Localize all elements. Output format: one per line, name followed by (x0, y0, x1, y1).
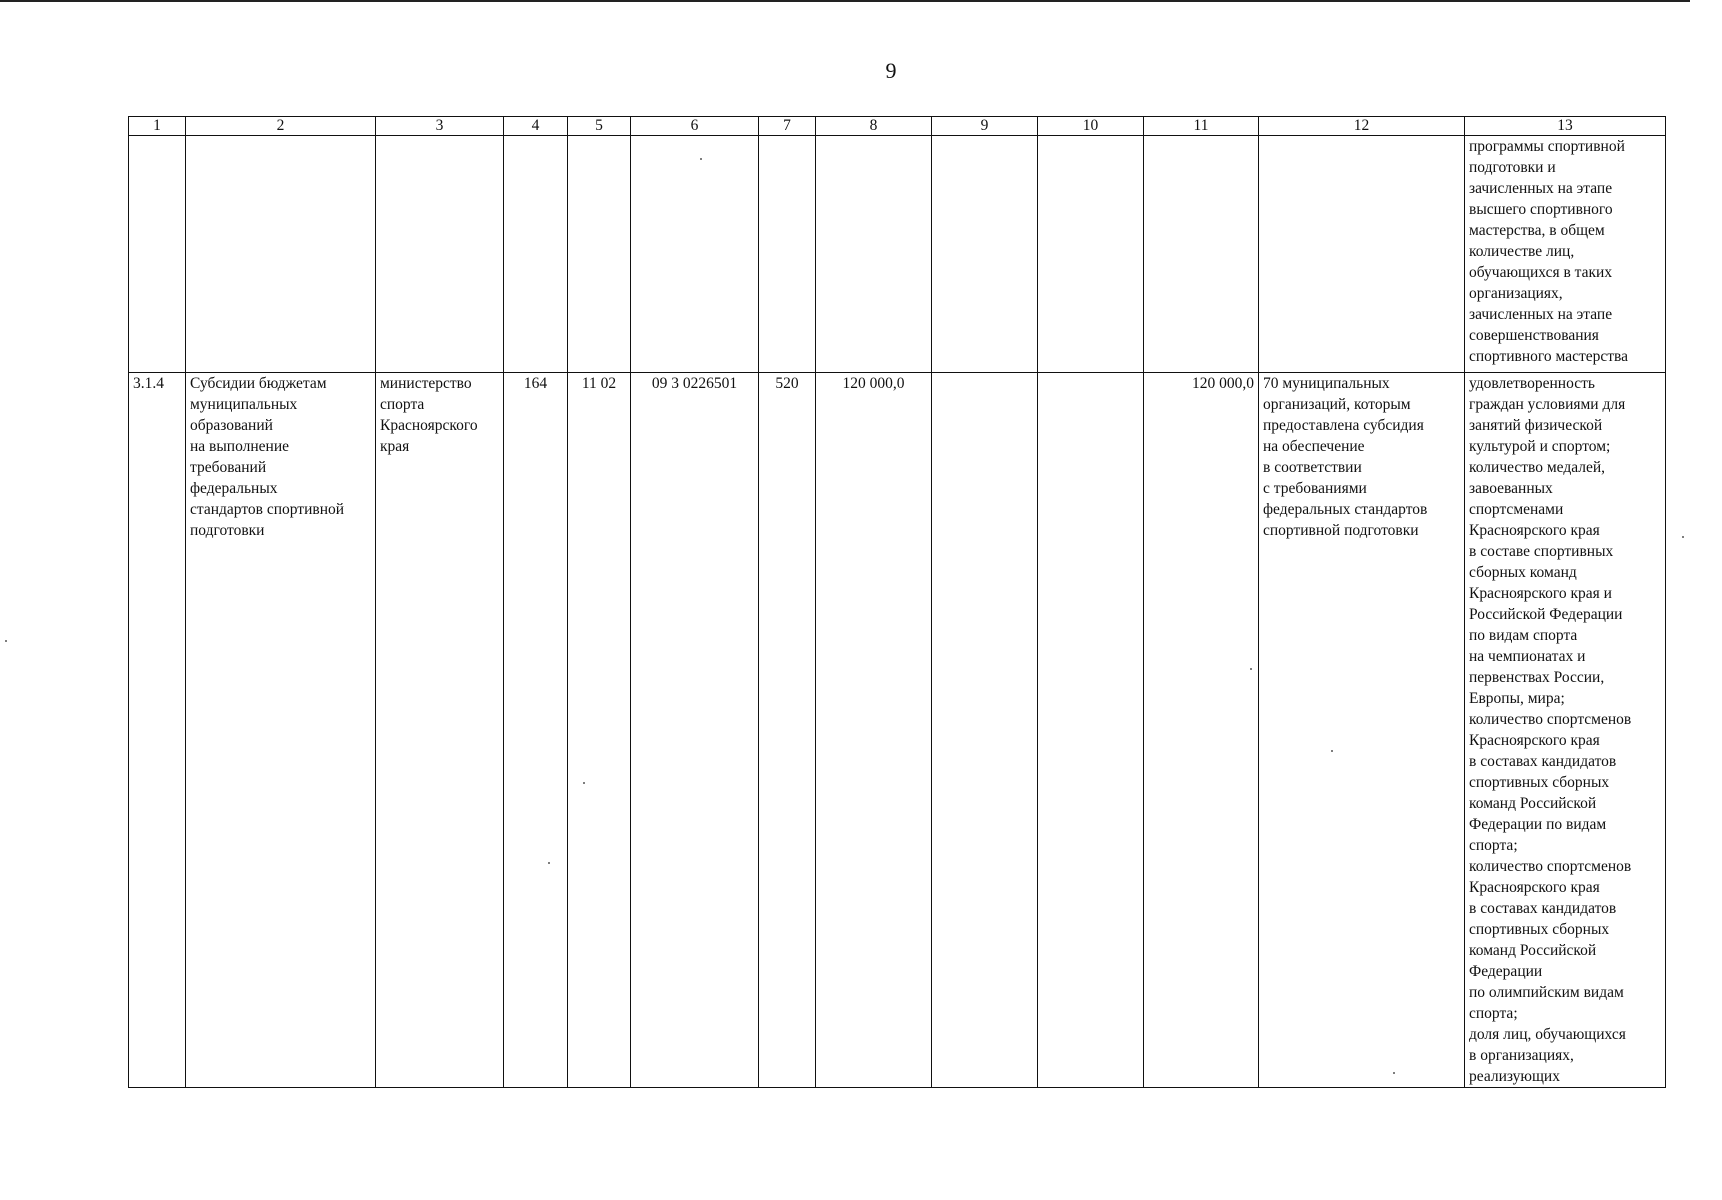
col-6-value: 09 3 0226501 (631, 373, 759, 1088)
cont-cell-2 (186, 136, 376, 373)
cont-cell-5 (568, 136, 631, 373)
cont-cell-8 (816, 136, 932, 373)
header-col-11: 11 (1144, 117, 1259, 136)
scan-speck (700, 158, 702, 160)
scan-speck (1331, 750, 1333, 752)
page-number: 9 (885, 58, 897, 83)
row-number: 3.1.4 (129, 373, 186, 1088)
col-7-value: 520 (759, 373, 816, 1088)
header-col-1: 1 (129, 117, 186, 136)
col-4-value: 164 (504, 373, 568, 1088)
table-row-3-1-4 (129, 373, 1666, 1088)
header-col-13: 13 (1465, 117, 1666, 136)
scan-speck (5, 640, 7, 642)
cont-cell-9 (932, 136, 1038, 373)
header-col-6: 6 (631, 117, 759, 136)
cont-indicator-text: программы спортивной подготовки и зачисленных на этапе высшего спортивного мастерства, в общем количестве лиц, обучающихся в таких организациях, зачисленных на этапе совершенствования спортивного мастерства (1465, 136, 1666, 373)
scan-speck (583, 782, 585, 784)
scan-speck (1393, 1072, 1395, 1074)
header-col-5: 5 (568, 117, 631, 136)
cont-cell-11 (1144, 136, 1259, 373)
col-8-value: 120 000,0 (816, 373, 932, 1088)
header-col-3: 3 (376, 117, 504, 136)
cont-cell-6 (631, 136, 759, 373)
header-col-2: 2 (186, 117, 376, 136)
indicator-text: удовлетворенность граждан условиями для занятий физической культурой и спортом; количество медалей, завоеванных спортсменами Красноярского края в составе спортивных сборных команд Красноярского края и Российской Федерации по видам спорта на чемпионатах и первенствах России, Европы, мира; количество спортсменов Красноярского края в составах кандидатов спортивных сборных команд Российской Федерации по видам спорта; количество спортсменов Красноярского края в составах кандидатов спортивных сборных команд Российской Федерации по олимпийским видам спорта; доля лиц, обучающихся в организациях, реализующих (1465, 373, 1666, 1088)
col-9-value (932, 373, 1038, 1088)
header-col-12: 12 (1259, 117, 1465, 136)
scan-speck (1250, 668, 1252, 670)
program-activities-table (128, 116, 1666, 1088)
scan-speck (1682, 536, 1684, 538)
cont-cell-3 (376, 136, 504, 373)
cont-cell-4 (504, 136, 568, 373)
header-col-4: 4 (504, 117, 568, 136)
header-col-7: 7 (759, 117, 816, 136)
col-11-value: 120 000,0 (1144, 373, 1259, 1088)
responsible-executor: министерство спорта Красноярского края (376, 373, 504, 1088)
top-border-line (0, 0, 1690, 2)
expected-result: 70 муниципальных организаций, которым предоставлена субсидия на обеспечение в соответствии с требованиями федеральных стандартов спортивной подготовки (1259, 373, 1465, 1088)
scan-speck (548, 862, 550, 864)
cont-cell-7 (759, 136, 816, 373)
header-col-8: 8 (816, 117, 932, 136)
activity-name: Субсидии бюджетам муниципальных образований на выполнение требований федеральных стандартов спортивной подготовки (186, 373, 376, 1088)
col-10-value (1038, 373, 1144, 1088)
continuation-row (129, 136, 1666, 373)
cont-cell-1 (129, 136, 186, 373)
col-5-value: 11 02 (568, 373, 631, 1088)
column-number-header-row (129, 117, 1666, 136)
cont-cell-12 (1259, 136, 1465, 373)
header-col-10: 10 (1038, 117, 1144, 136)
header-col-9: 9 (932, 117, 1038, 136)
cont-cell-10 (1038, 136, 1144, 373)
